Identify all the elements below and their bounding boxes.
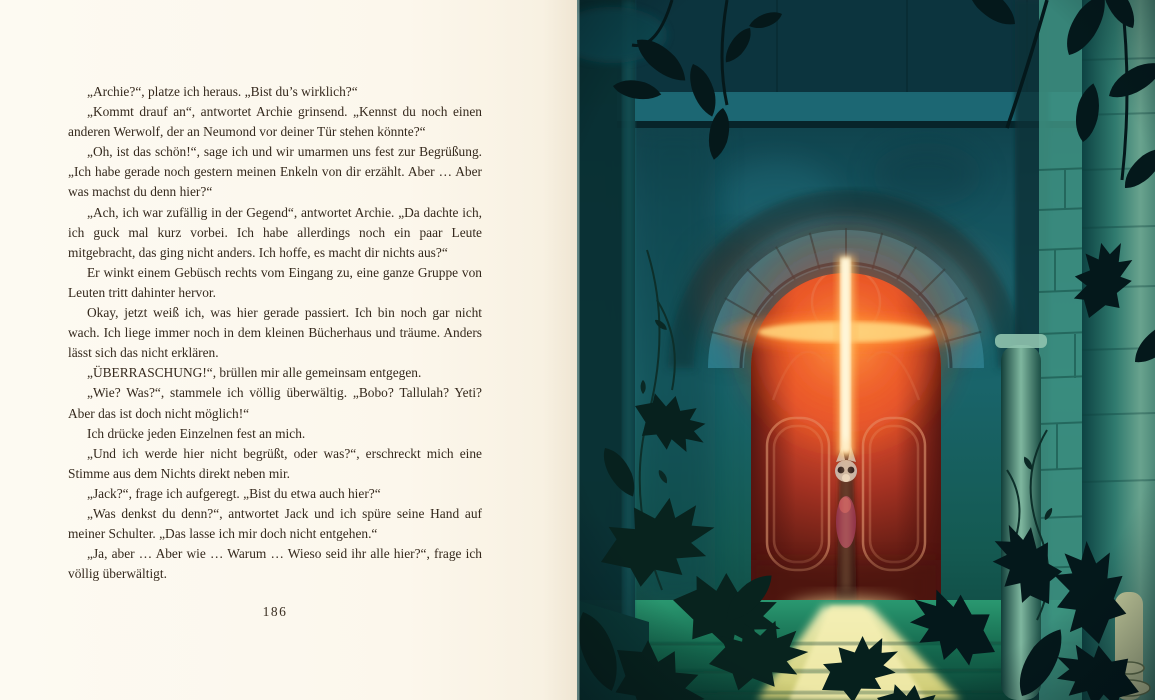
paragraph: „Jack?“, frage ich aufgeregt. „Bist du etwa auch hier?“ [87,485,381,501]
left-text-page [0,0,577,700]
paragraph: „ÜBERRASCHUNG!“, brüllen mir alle gemeinsam entgegen. [87,365,422,381]
paragraph: „Kommt drauf an“, antwortet Archie grinsend. „Kennst du noch einen anderen Werwolf, der an Neumond vor deiner Tür stehen könnte?“ [68,104,482,140]
door-illustration [577,0,1155,700]
paragraph: „Archie?“, platze ich heraus. „Bist du’s wirklich?“ [87,84,358,99]
paragraph: Okay, jetzt weiß ich, was hier gerade passiert. Ich bin noch gar nicht wach. Ich liege immer noch in dem kleinen Bücherhaus und träume. Anders lässt sich das nicht erklären. [68,305,482,361]
paragraph: „Und ich werde hier nicht begrüßt, oder was?“, erschreckt mich eine Stimme aus dem Nichts direkt neben mir. [68,445,482,481]
right-illustration-page [577,0,1155,700]
page-gutter-highlight [577,0,580,700]
paragraph: „Ja, aber … Aber wie … Warum … Wieso seid ihr alle hier?“, frage ich völlig überwältigt. [68,546,482,582]
body-text [68,82,482,584]
paragraph: „Ach, ich war zufällig in der Gegend“, antwortet Archie. „Da dachte ich, ich guck mal kurz vorbei. Ich habe allerdings noch ein paar Leute mitgebracht, das ging nicht anders. Ich hoffe, es macht dir nichts aus?“ [68,204,482,260]
paragraph: „Was denkst du denn?“, antwortet Jack und ich spüre seine Hand auf meiner Schulter. „Das lasse ich mir doch nicht entgehen.“ [68,505,482,542]
paragraph: „Wie? Was?“, stammele ich völlig überwältig. „Bobo? Tallulah? Yeti? Aber das ist doch nicht möglich!“ [68,385,482,421]
vignette-shading [577,0,1155,700]
paragraph: Ich drücke jeden Einzelnen fest an mich. [87,425,306,441]
paragraph: „Oh, ist das schön!“, sage ich und wir umarmen uns fest zur Begrüßung. „Ich habe gerade noch gestern meinen Enkeln von dir erzählt. Aber … Aber was machst du denn hier?“ [68,144,482,200]
page-number: 186 [262,604,288,619]
paragraph: Er winkt einem Gebüsch rechts vom Eingang zu, eine ganze Gruppe von Leuten tritt dahinter hervor. [68,264,482,300]
